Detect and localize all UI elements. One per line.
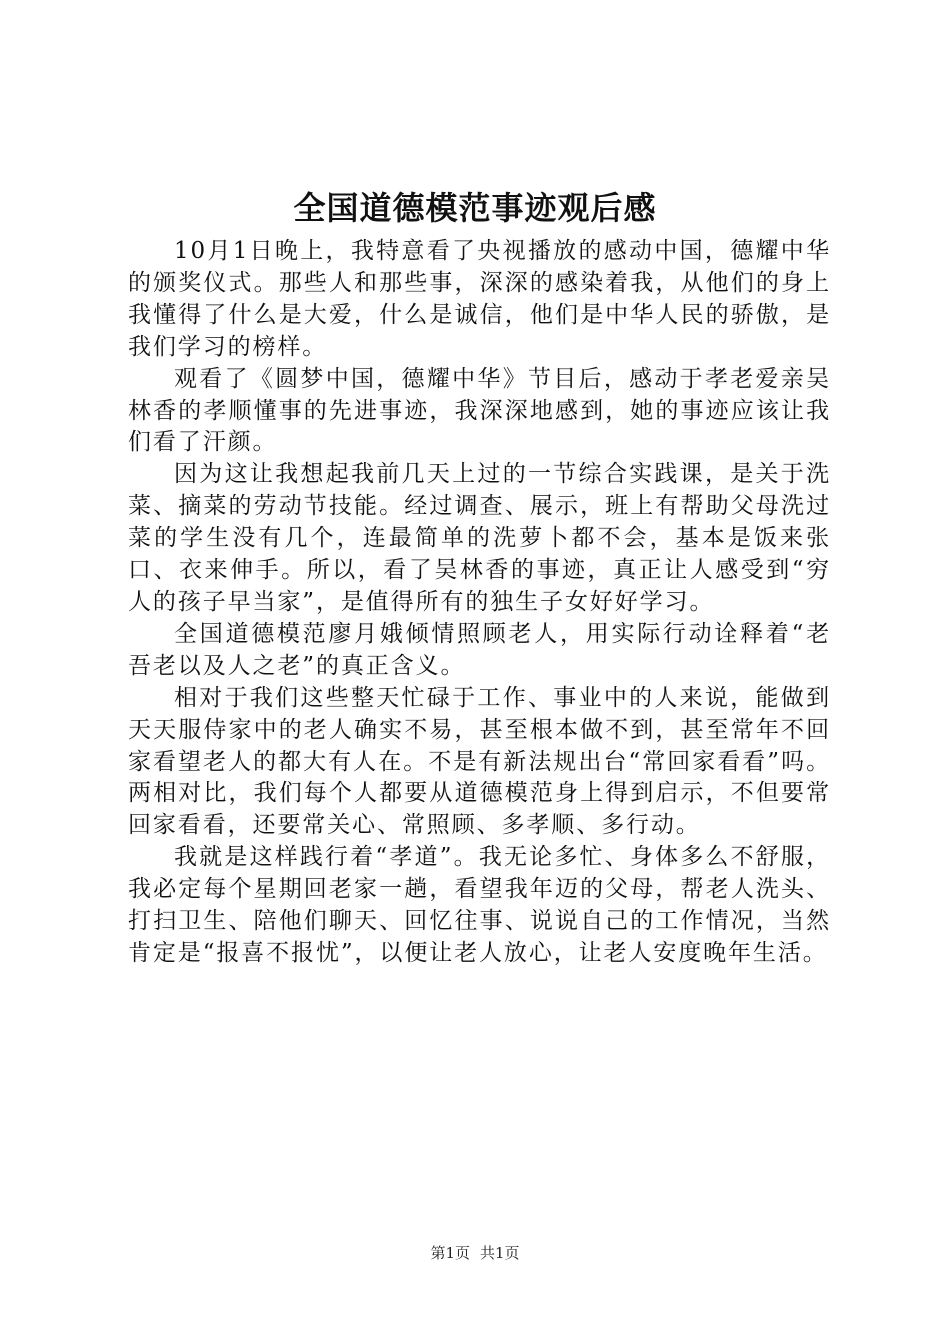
paragraph-2: 观看了《圆梦中国，德耀中华》节目后，感动于孝老爱亲吴林香的孝顺懂事的先进事迹，我深深地感到，她的事迹应该让我们看了汗颜。 [128, 365, 831, 456]
document-body [128, 236, 831, 970]
paragraph-5: 相对于我们这些整天忙碌于工作、事业中的人来说，能做到天天服侍家中的老人确实不易，甚至根本做不到，甚至常年不回家看望老人的都大有人在。不是有新法规出台“常回家看看”吗。两相对比，我们每个人都要从道德模范身上得到启示，不但要常回家看看，还要常关心、常照顾、多孝顺、多行动。 [128, 684, 831, 839]
document-title: 全国道德模范事迹观后感 [293, 189, 657, 227]
page-number-current: 第1页 [430, 1244, 470, 1262]
paragraph-6: 我就是这样践行着“孝道”。我无论多忙、身体多么不舒服，我必定每个星期回老家一趟，看望我年迈的父母，帮老人洗头、打扫卫生、陪他们聊天、回忆往事、说说自己的工作情况，当然肯定是“报喜不报忧”，以便让老人放心，让老人安度晚年生活。 [128, 844, 831, 966]
paragraph-3: 因为这让我想起我前几天上过的一节综合实践课，是关于洗菜、摘菜的劳动节技能。经过调查、展示，班上有帮助父母洗过菜的学生没有几个，连最简单的洗萝卜都不会，基本是饭来张口、衣来伸手。所以，看了吴林香的事迹，真正让人感受到“穷人的孩子早当家”，是值得所有的独生子女好好学习。 [128, 461, 831, 615]
paragraph-1: 10月1日晚上，我特意看了央视播放的感动中国，德耀中华的颁奖仪式。那些人和那些事，深深的感染着我，从他们的身上我懂得了什么是大爱，什么是诚信，他们是中华人民的骄傲，是我们学习的榜样。 [128, 238, 831, 360]
page-footer [0, 1243, 950, 1263]
page-number-total: 共1页 [480, 1244, 520, 1262]
paragraph-4: 全国道德模范廖月娥倾情照顾老人，用实际行动诠释着“老吾老以及人之老”的真正含义。 [128, 620, 831, 679]
